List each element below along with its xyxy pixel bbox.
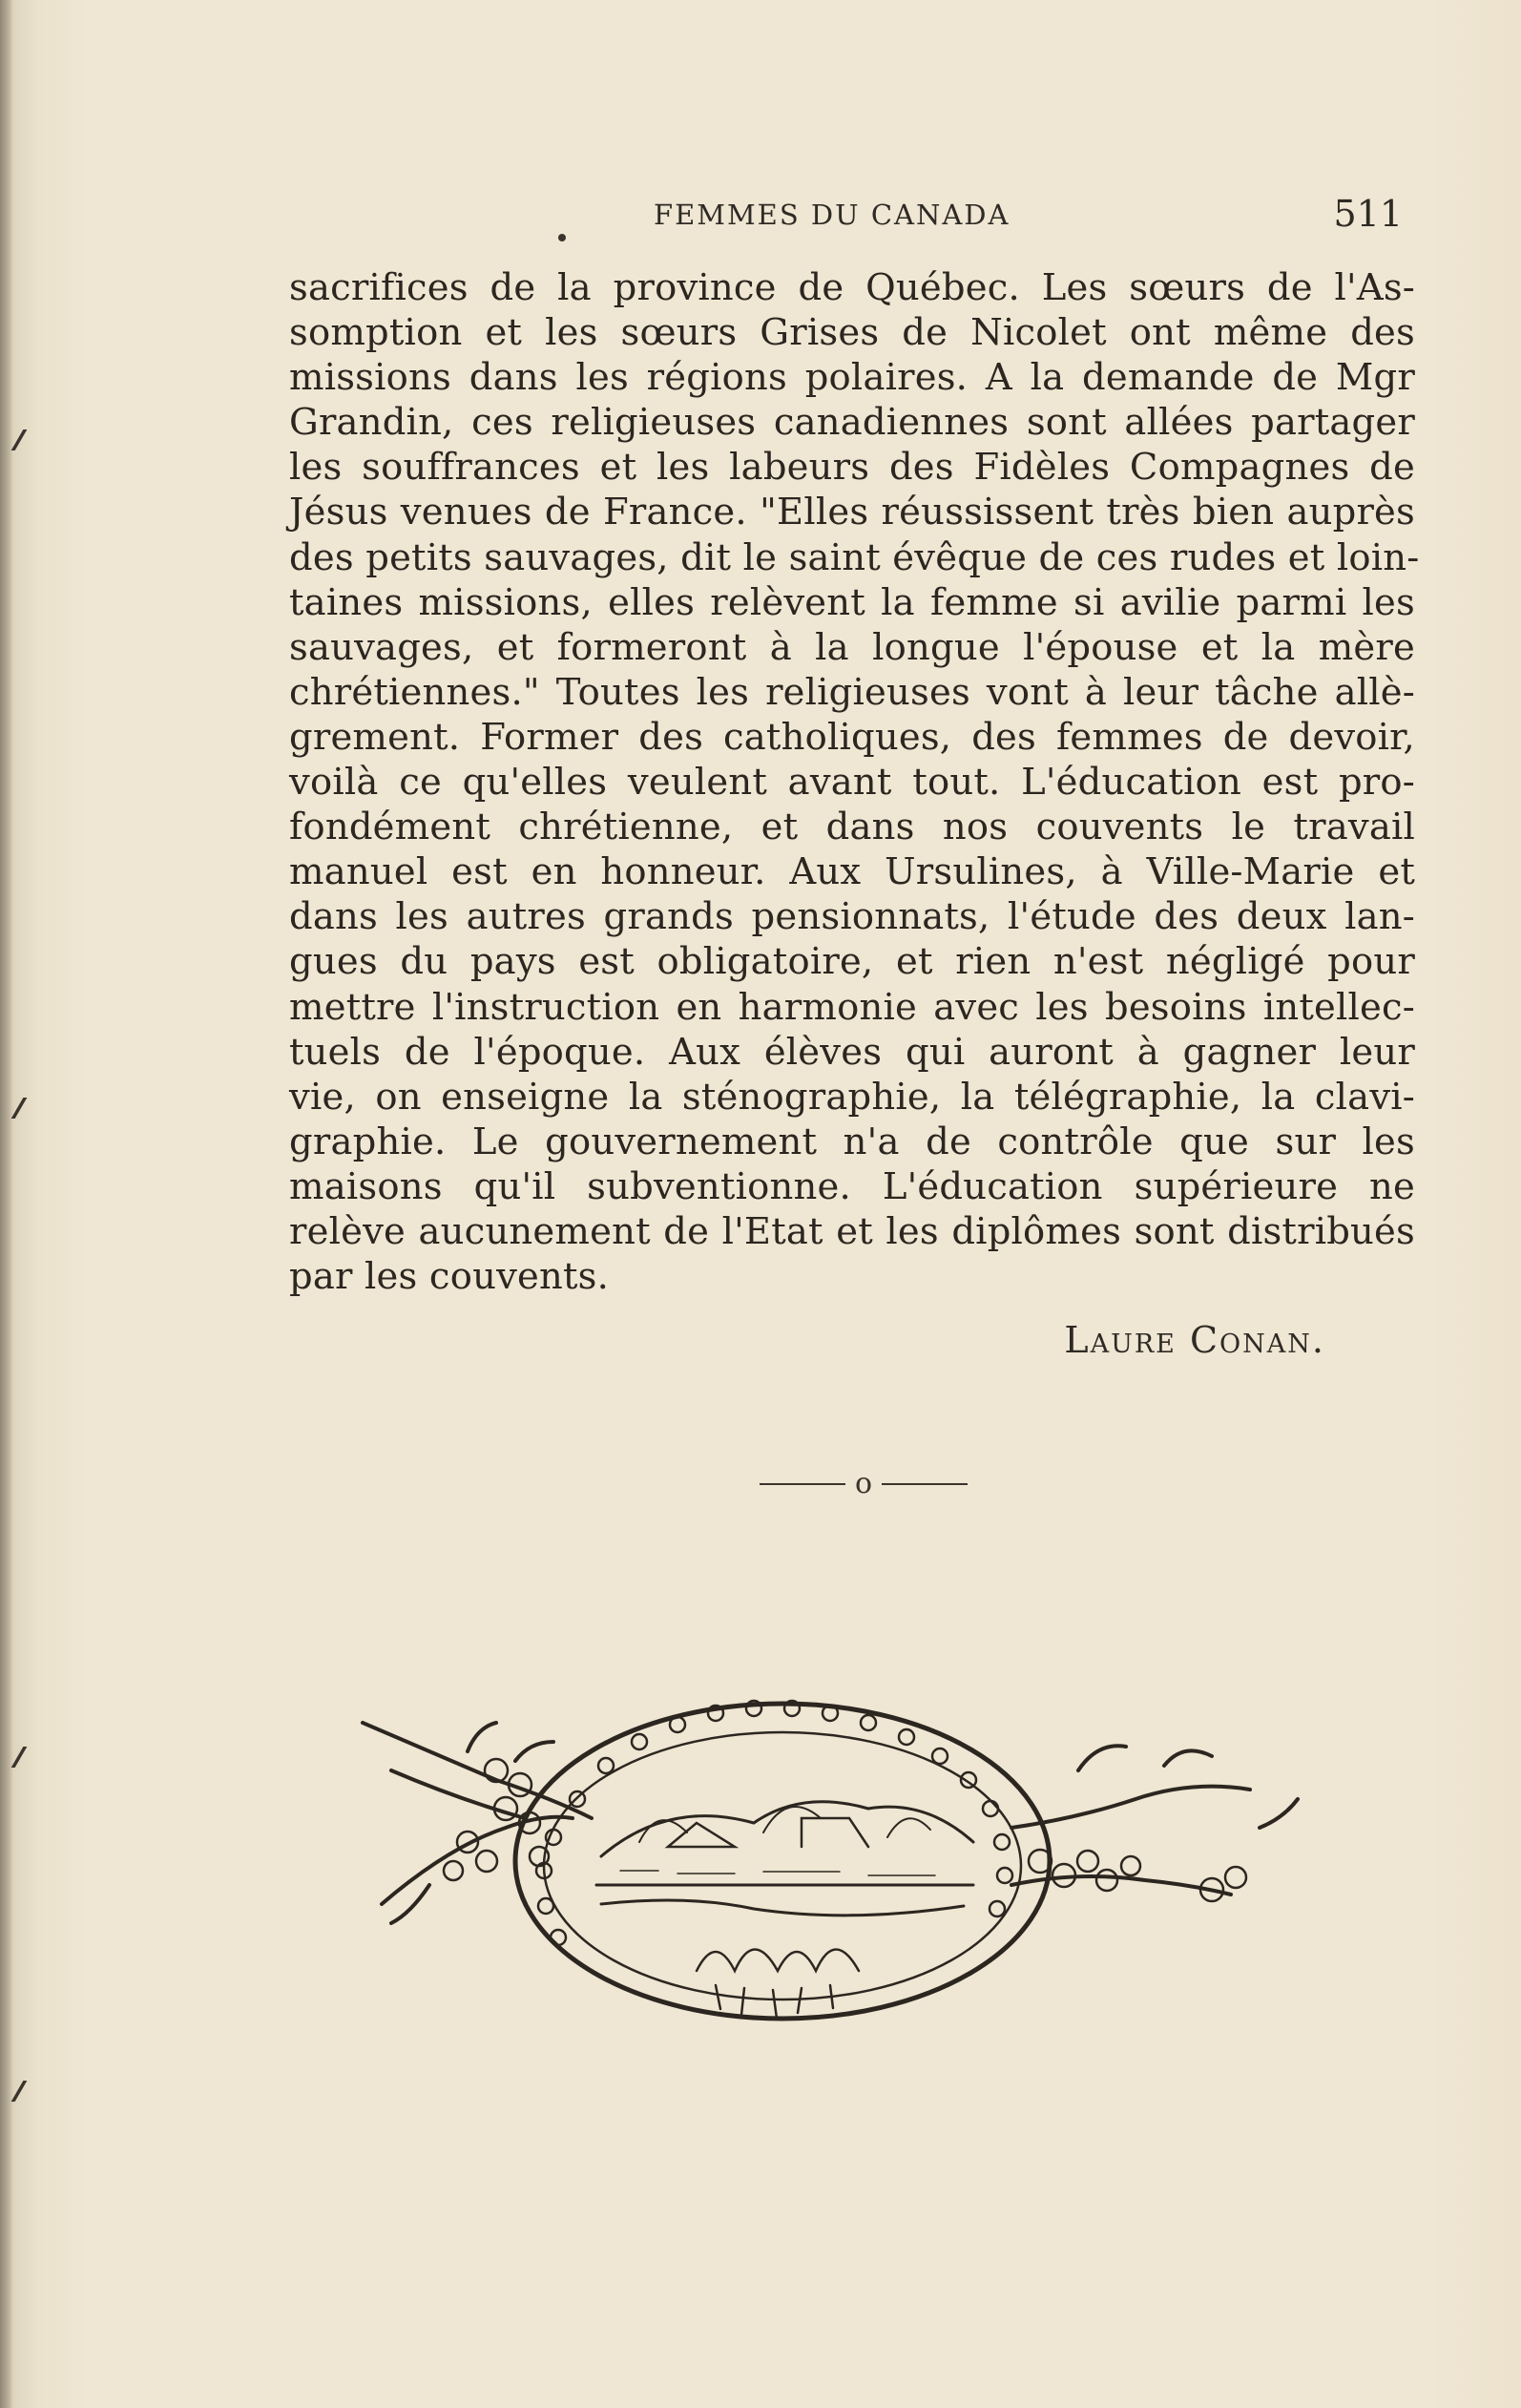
author-signature: Laure Conan. (1064, 1319, 1325, 1361)
running-head-title: FEMMES DU CANADA (654, 199, 1011, 231)
text-line: des petits sauvages, dit le saint évêque de ces rudes et loin- (289, 535, 1420, 579)
vignette-oval-inner (544, 1732, 1021, 2000)
text-line: gues du pays est obligatoire, et rien n'est négligé pour (289, 940, 1415, 984)
text-line: sacrifices de la province de Québec. Les sœurs de l'As- (289, 266, 1415, 309)
ink-speck (558, 234, 566, 241)
margin-mark (11, 2081, 28, 2102)
text-line: manuel est en honneur. Aux Ursulines, à Ville-Marie et (289, 850, 1415, 894)
separator-rule-right (882, 1483, 968, 1485)
text-line: graphie. Le gouvernement n'a de contrôle que sur les (289, 1120, 1415, 1163)
decorative-vignette (353, 1656, 1374, 2038)
separator-glyph: o (854, 1467, 873, 1500)
margin-mark (11, 1747, 28, 1768)
vignette-oval-frame (515, 1704, 1050, 2019)
text-line: Grandin, ces religieuses canadiennes sont allées partager (289, 401, 1415, 445)
text-line: voilà ce qu'elles veulent avant tout. L'éducation est pro- (289, 761, 1415, 805)
vignette-right-branch (1011, 1746, 1298, 1895)
text-line: mettre l'instruction en harmonie avec les besoins intellec- (289, 985, 1415, 1029)
text-line: somption et les sœurs Grises de Nicolet ont même des (289, 311, 1415, 355)
text-line: les souffrances et les labeurs des Fidèles Compagnes de (289, 446, 1415, 490)
text-line: Jésus venues de France. "Elles réussissent très bien auprès (289, 491, 1415, 534)
vignette-landscape (596, 1802, 973, 1916)
margin-mark (11, 1098, 28, 1119)
body-text (289, 265, 1420, 1299)
text-line: fondément chrétienne, et dans nos couvents le travail (289, 806, 1415, 849)
margin-mark (11, 429, 28, 450)
text-line: vie, on enseigne la sténographie, la télégraphie, la clavi- (289, 1075, 1415, 1119)
text-line: grement. Former des catholiques, des femmes de devoir, (289, 715, 1415, 759)
text-line: maisons qu'il subventionne. L'éducation supérieure ne (289, 1164, 1415, 1208)
page-number: 511 (1333, 193, 1403, 235)
running-head (286, 193, 1403, 237)
text-line: sauvages, et formeront à la longue l'épouse et la mère (289, 625, 1415, 669)
text-line: dans les autres grands pensionnats, l'étude des deux lan- (289, 895, 1415, 939)
text-line: missions dans les régions polaires. A la demande de Mgr (289, 356, 1415, 400)
vignette-foreground-foliage (697, 1950, 859, 2020)
text-line: taines missions, elles relèvent la femme si avilie parmi les (289, 580, 1415, 624)
text-line: par les couvents. (289, 1255, 610, 1299)
text-line: relève aucunement de l'Etat et les diplômes sont distribués (289, 1209, 1415, 1253)
separator-rule-left (760, 1483, 845, 1485)
binding-edge (0, 0, 13, 2408)
text-line: chrétiennes." Toutes les religieuses vont à leur tâche allè- (289, 670, 1415, 714)
text-line: tuels de l'époque. Aux élèves qui auront à gagner leur (289, 1030, 1415, 1074)
vignette-right-blossoms (1029, 1850, 1246, 1901)
section-separator (754, 1465, 973, 1503)
